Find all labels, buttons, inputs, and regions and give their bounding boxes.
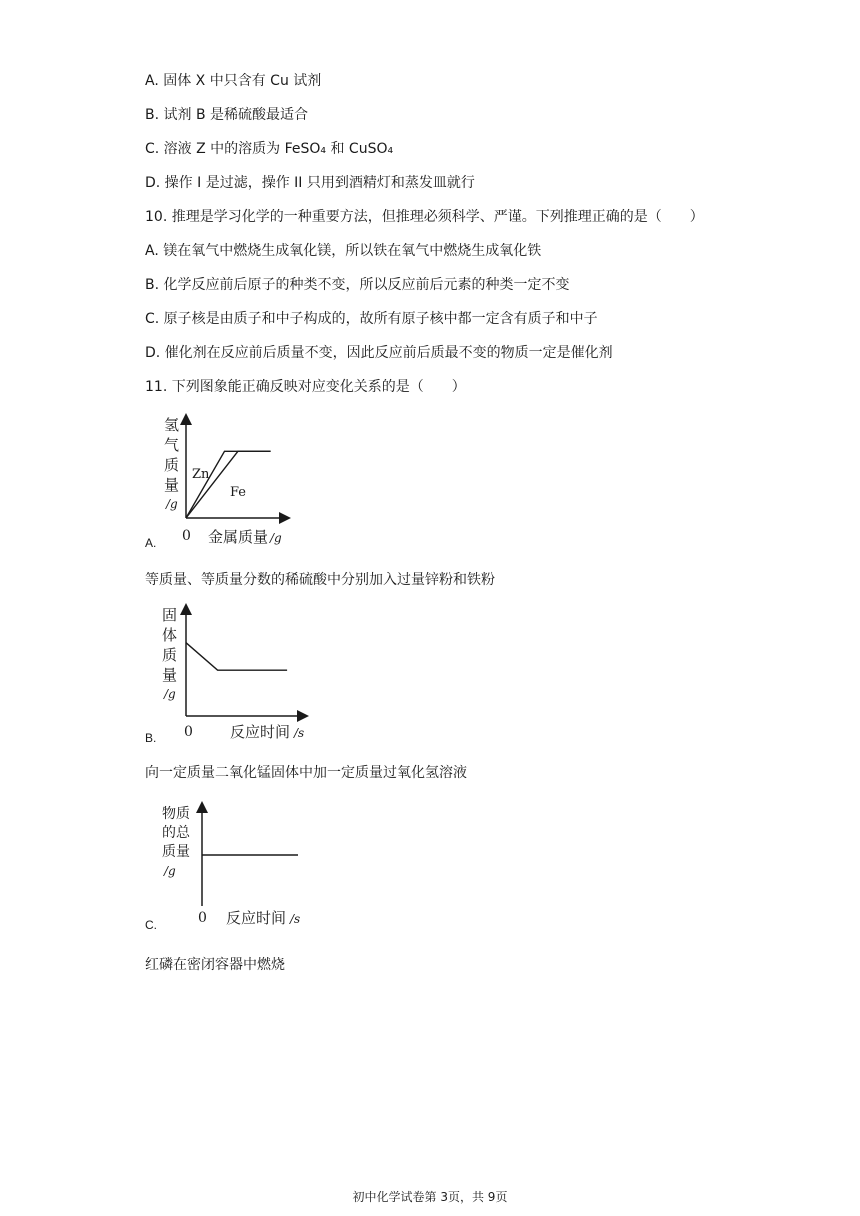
- graph-c-yunit: /g: [164, 864, 176, 878]
- graph-b-ylabel-char: 固: [162, 606, 178, 624]
- q10-option-c: C. 原子核是由质子和中子构成的，故所有原子核中都一定含有质子和中子: [145, 311, 598, 327]
- graph-a: [160, 408, 300, 548]
- q10-option-a: A. 镁在氧气中燃烧生成氧化镁，所以铁在氧气中燃烧生成氧化铁: [145, 243, 542, 259]
- graph-c-ylabel-line: 的总: [162, 825, 190, 841]
- q11-option-b-letter: B.: [145, 731, 157, 745]
- q9-option-b: B. 试剂 B 是稀硫酸最适合: [145, 107, 309, 123]
- q9-option-d: D. 操作 I 是过滤，操作 II 只用到酒精灯和蒸发皿就行: [145, 175, 475, 191]
- graph-a-series-label-zn: Zn: [192, 467, 210, 482]
- graph-b-origin: 0: [184, 724, 193, 740]
- q11-option-c-caption: 红磷在密闭容器中燃烧: [145, 957, 285, 973]
- page-footer: 初中化学试卷第 3页，共 9页: [352, 1190, 508, 1204]
- graph-c-origin: 0: [198, 910, 207, 926]
- graph-b-xlabel: 反应时间: [230, 723, 291, 741]
- graph-a-series-line-fe: [186, 451, 271, 518]
- q11-option-b-caption: 向一定质量二氧化锰固体中加一定质量过氧化氢溶液: [145, 765, 467, 781]
- graph-a-ylabel-char: 量: [164, 476, 180, 494]
- graph-b-ylabel-char: 量: [162, 666, 178, 684]
- graph-c-xlabel: 反应时间: [226, 909, 287, 927]
- q9-option-a: A. 固体 X 中只含有 Cu 试剂: [145, 73, 322, 89]
- q10-option-b: B. 化学反应前后原子的种类不变，所以反应前后元素的种类一定不变: [145, 277, 570, 293]
- q10-option-d: D. 催化剂在反应前后质量不变，因此反应前后质最不变的物质一定是催化剂: [145, 345, 613, 361]
- graph-b-ylabel: [162, 606, 177, 701]
- graph-c-xunit: /s: [290, 912, 301, 926]
- graph-a-ylabel-char: 气: [164, 436, 180, 454]
- graph-a-ylabel-char: 氢: [164, 416, 180, 434]
- q11-option-a-caption: 等质量、等质量分数的稀硫酸中分别加入过量锌粉和铁粉: [145, 572, 495, 588]
- q11-option-c-letter: C.: [145, 918, 157, 932]
- graph-a-ylabel-char: 质: [164, 456, 180, 474]
- graph-a-origin: 0: [182, 528, 191, 544]
- graph-c-ylabel-line: 质量: [162, 844, 190, 860]
- graph-b-xunit: /s: [294, 726, 305, 740]
- graph-a-xlabel: 金属质量: [208, 528, 269, 546]
- graph-a-ylabel: [164, 416, 179, 511]
- graph-b-yunit: /g: [164, 687, 176, 701]
- graph-a-series-label-fe: Fe: [230, 485, 247, 500]
- graph-b-series-line-0: [186, 643, 287, 671]
- graph-a-series-line-zn: [186, 451, 271, 518]
- graph-b: [158, 600, 318, 745]
- graph-b-ylabel-char: 体: [162, 626, 178, 644]
- q11-option-a-letter: A.: [145, 536, 157, 550]
- q9-option-c: C. 溶液 Z 中的溶质为 FeSO₄ 和 CuSO₄: [145, 141, 394, 157]
- graph-c: [158, 798, 318, 933]
- graph-b-ylabel-char: 质: [162, 646, 178, 664]
- q11-stem: 11. 下列图象能正确反映对应变化关系的是（ ）: [145, 379, 466, 395]
- graph-a-xunit: /g: [270, 531, 282, 545]
- q10-stem: 10. 推理是学习化学的一种重要方法，但推理必须科学、严谨。下列推理正确的是（ ）: [145, 209, 704, 225]
- graph-c-ylabel-line: 物质: [162, 806, 190, 822]
- graph-a-yunit: /g: [166, 497, 178, 511]
- graph-c-ylabel: [162, 805, 191, 878]
